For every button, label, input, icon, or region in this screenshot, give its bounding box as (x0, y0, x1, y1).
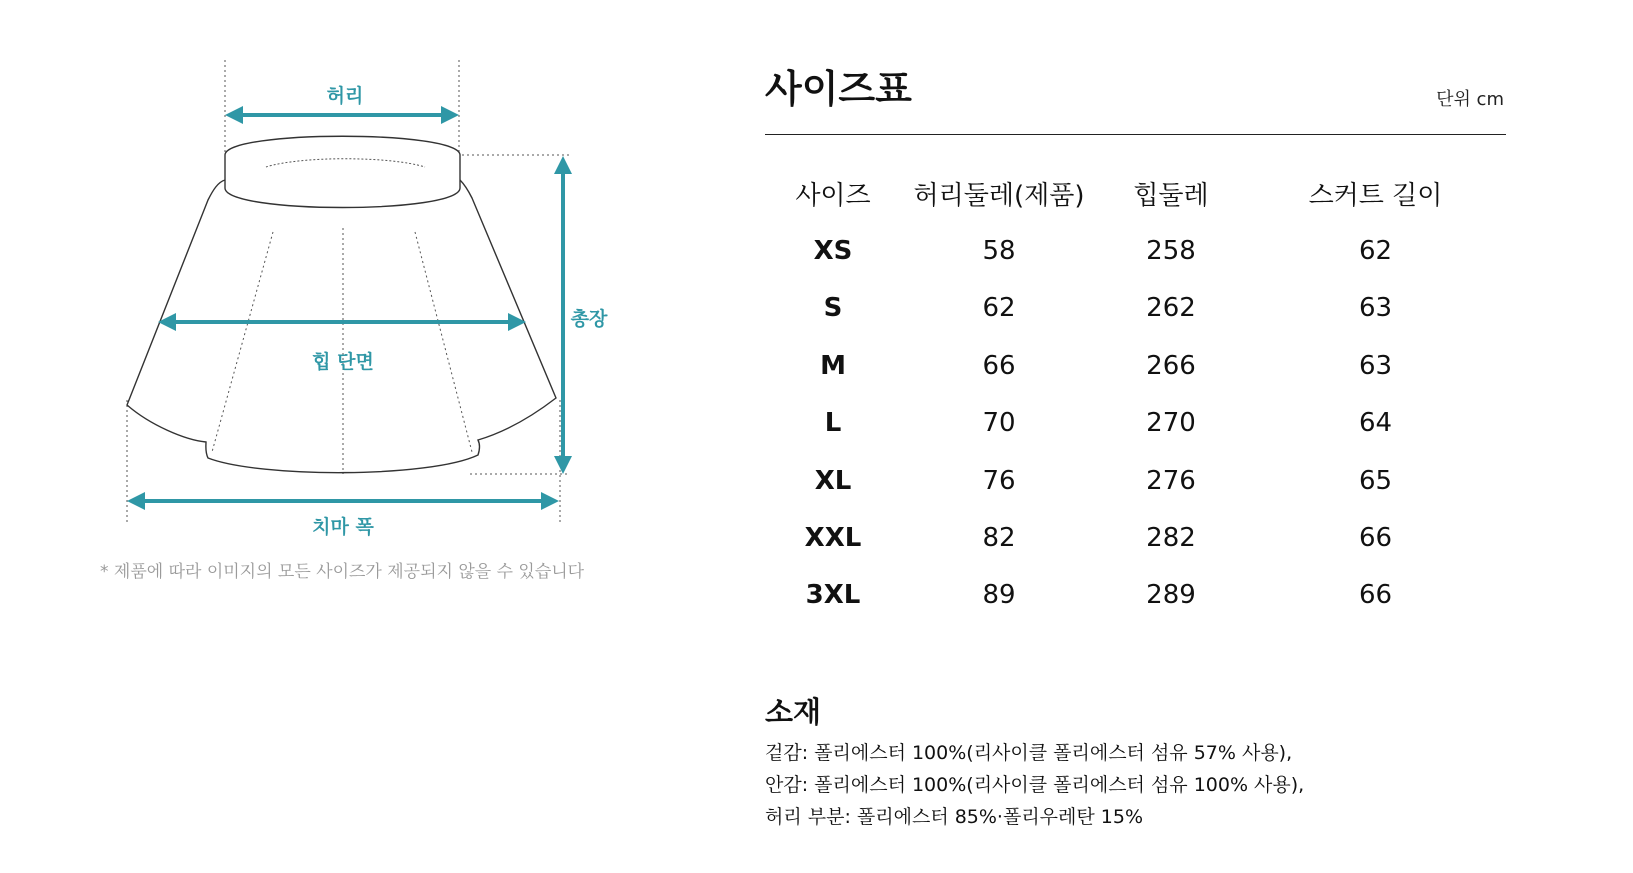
hem-width-label: 치마 폭 (312, 516, 374, 538)
size-cell: 3XL (805, 580, 861, 611)
length-cell: 64 (1358, 408, 1393, 439)
length-cell: 63 (1358, 350, 1393, 381)
skirt-illustration (0, 0, 700, 873)
material-waist: 허리 부분: 폴리에스터 85%·폴리우레탄 15% (765, 806, 1144, 828)
table-row (765, 337, 1506, 394)
waist-label: 허리 (326, 85, 364, 107)
unit-label: 단위 cm (1436, 89, 1504, 110)
length-cell: 62 (1358, 236, 1393, 267)
material-lining: 안감: 폴리에스터 100%(리사이클 폴리에스터 섬유 100% 사용), (765, 774, 1305, 796)
size-table-header-row (765, 165, 1506, 222)
table-row (765, 395, 1506, 452)
size-cell: XL (814, 465, 852, 496)
hip-cell: 258 (1146, 236, 1196, 267)
table-row (765, 280, 1506, 337)
header-skirt-length: 스커트 길이 (1308, 181, 1443, 212)
hip-cell: 270 (1146, 408, 1196, 439)
header-waist: 허리둘레(제품) (913, 181, 1085, 212)
hip-cell: 289 (1146, 580, 1196, 611)
title-divider (765, 134, 1506, 135)
waist-cell: 82 (982, 523, 1016, 554)
length-cell: 66 (1358, 523, 1393, 554)
table-row (765, 222, 1506, 279)
size-table (765, 165, 1506, 624)
hip-cell: 276 (1146, 465, 1196, 496)
waist-cell: 76 (982, 465, 1016, 496)
length-cell: 66 (1358, 580, 1393, 611)
material-title: 소재 (765, 695, 822, 729)
size-cell: L (824, 408, 842, 439)
length-cell: 63 (1358, 293, 1393, 324)
length-cell: 65 (1358, 465, 1393, 496)
material-outer: 겉감: 폴리에스터 100%(리사이클 폴리에스터 섬유 57% 사용), (765, 742, 1293, 764)
size-cell: XXL (804, 523, 862, 554)
size-cell: S (823, 293, 843, 324)
hip-cell: 266 (1146, 350, 1196, 381)
total-length-label: 총장 (570, 308, 608, 330)
size-availability-note: * 제품에 따라 이미지의 모든 사이즈가 제공되지 않을 수 있습니다 (100, 562, 585, 582)
size-cell: XS (813, 236, 853, 267)
waist-cell: 70 (982, 408, 1016, 439)
waist-cell: 66 (982, 350, 1016, 381)
table-row (765, 567, 1506, 624)
waist-cell: 89 (982, 580, 1016, 611)
size-chart-title: 사이즈표 (765, 67, 912, 111)
hip-cell: 262 (1146, 293, 1196, 324)
header-hip: 힙둘레 (1133, 181, 1209, 212)
size-cell: M (820, 350, 846, 381)
waist-cell: 62 (982, 293, 1016, 324)
hip-cell: 282 (1146, 523, 1196, 554)
waist-cell: 58 (982, 236, 1016, 267)
hip-width-label: 힙 단면 (312, 351, 374, 373)
material-section (765, 690, 1304, 833)
table-row (765, 509, 1506, 566)
table-row (765, 452, 1506, 509)
skirt-measurement-diagram (0, 0, 700, 873)
header-size: 사이즈 (795, 181, 871, 212)
